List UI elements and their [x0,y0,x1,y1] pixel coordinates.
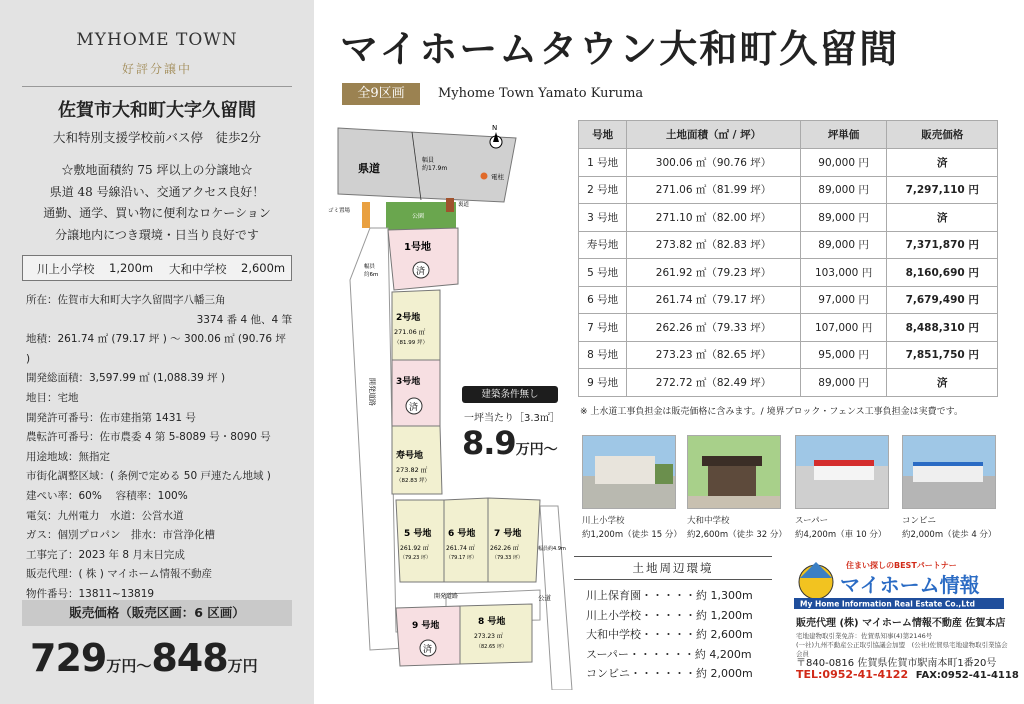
school-name: 川上小学校 [37,262,95,276]
desc-line: 通勤、通学、買い物に便利なロケーション [43,206,271,220]
col-header: 土地面積（㎡ / 坪） [627,121,800,149]
table-cell: 9 号地 [579,369,627,397]
schools-box [22,255,292,281]
yard-path [446,198,454,212]
info-line: 所在：佐賀市大和町大字久留間字八幡三角 [26,294,226,306]
tsubo-price [462,424,558,462]
school-photo [582,435,676,509]
logo-text: マイホーム情報 [840,573,980,597]
table-cell: 7,297,110 円 [887,176,998,204]
photo-name: スーパー [795,516,829,526]
table-cell: 103,000 円 [800,259,887,287]
info-line: 電気：九州電力 水道：公営水道 [26,509,184,522]
pole-label: 電柱 [491,173,504,181]
tsubo-label: 一坪当たり［3.3㎡］ [464,413,560,424]
table-cell: 7,851,750 円 [887,341,998,369]
table-cell: 済 [887,149,998,177]
table-cell: 8,160,690 円 [887,259,998,287]
price-unit: 万円 [227,657,258,675]
lot-tsubo: （82.65 坪） [476,644,507,650]
table-cell: 262.26 ㎡（79.33 坪） [627,314,800,342]
info-line: 農転許可番号：佐市農委 4 第 5-8089 号・8090 号 [26,431,271,444]
school-name: 大和中学校 [169,262,227,276]
lot-3 [392,360,440,426]
table-cell: 89,000 円 [800,369,887,397]
table-row [579,204,998,232]
table-cell: 寿号地 [579,231,627,259]
lot-sold: 済 [423,645,433,655]
garbage-area [362,202,370,228]
lot-area: 271.06 ㎡ [394,328,426,336]
table-cell: 271.10 ㎡（82.00 坪） [627,204,800,232]
table-cell: 95,000 円 [800,341,887,369]
photo-caption [687,514,787,542]
lot-name: 9 号地 [412,621,440,631]
conv-photo [902,435,996,509]
width-value: 約17.9m [422,165,448,172]
desc-line: 県道 48 号線沿い、交通アクセス良好！ [49,184,265,199]
price-unit: 万円～ [106,657,152,675]
lot-area: 262.26 ㎡ [490,545,519,552]
lot-6 [444,498,488,582]
table-cell: 7,371,870 円 [887,231,998,259]
info-line: 建ぺい率：60% 容積率：100% [26,489,188,502]
table-cell: 3 号地 [579,204,627,232]
table-row [579,314,998,342]
info-line: 地目：宅地 [26,391,79,404]
table-row [579,231,998,259]
lot-name: 2号地 [396,313,421,323]
info-line: 開発総面積：3,597.99 ㎡ (1,088.39 坪 ) [26,372,226,385]
price-table [578,120,998,397]
table-cell: 8,488,310 円 [887,314,998,342]
tsubo-unit: 万円～ [515,442,558,458]
lot-1 [388,228,458,290]
company-logo [794,556,1004,610]
road-label: 県道 [358,162,380,175]
lot-2 [392,290,440,360]
lot-name: 3号地 [396,377,421,387]
table-cell: 5 号地 [579,259,627,287]
env-item: スーパー・・・・・・約 4,200m [586,647,752,661]
address: 佐賀市大和町大字久留間 [58,100,256,121]
lot-name: 7 号地 [494,529,522,539]
price-bar: 販売価格（販売区画：6 区画） [22,600,292,626]
jhs-photo [687,435,781,509]
photo-dist: 約2,600m（徒歩 32 分） [687,530,787,540]
dev-road-label: 開発道路 [368,378,376,406]
info-line: 用途地域：無指定 [26,450,110,463]
table-cell: 7 号地 [579,314,627,342]
table-row [579,259,998,287]
photo-name: 川上小学校 [582,516,625,526]
env-title: 土地周辺環境 [574,556,772,580]
width-value: 約6m [364,272,379,278]
table-cell: 7,679,490 円 [887,286,998,314]
conditions-badge: 建築条件無し [462,386,558,403]
table-cell: 1 号地 [579,149,627,177]
table-cell: 6 号地 [579,286,627,314]
bus-info: 大和特別支援学校前バス停 徒歩2分 [53,130,261,145]
price-range [30,636,258,680]
table-cell: 273.82 ㎡（82.83 坪） [627,231,800,259]
table-cell: 90,000 円 [800,149,887,177]
width-label: 幅員 [364,264,376,270]
agency-line: 販売代理 (株) マイホーム情報不動産 佐賀本店 [796,618,1006,629]
table-row [579,286,998,314]
license-line: 宅地建物取引業免許：佐賀県知事(4)第2146号 [796,632,933,640]
lot-tsubo: （79.33 坪） [492,555,523,561]
photo-caption [902,514,996,542]
lot-area: 261.74 ㎡ [446,545,475,552]
col-header: 坪単価 [800,121,887,149]
table-cell: 97,000 円 [800,286,887,314]
lot-area: 273.82 ㎡ [396,466,428,474]
left-panel [0,0,314,704]
table-cell: 261.92 ㎡（79.23 坪） [627,259,800,287]
width-value: 幅員約4.9m [538,546,566,552]
env-item: コンビニ・・・・・・約 2,000m [586,667,753,680]
info-line: 開発許可番号：佐市建指第 1431 号 [26,411,196,424]
table-row [579,369,998,397]
lot-name: 寿号地 [396,451,424,461]
dev-road-label: 開発道路 [434,593,459,600]
col-header: 販売価格 [887,121,998,149]
desc-line: ☆敷地面積約 75 坪以上の分譲地☆ [61,163,253,177]
park-label: 公園 [412,213,425,220]
logo-tagline: 住まい探しのBESTパートナー [846,561,957,570]
lot-count-badge: 全9区画 [342,83,420,105]
price-to: 848 [151,636,228,680]
contact [796,668,1019,681]
fax: FAX:0952-41-4118 [915,670,1019,681]
lot-name: 5 号地 [404,529,432,539]
table-cell: 8 号地 [579,341,627,369]
table-row [579,149,998,177]
surroundings [574,556,774,684]
width-label: 幅員 [422,157,435,164]
lot-name: 6 号地 [448,529,476,539]
table-cell: 89,000 円 [800,204,887,232]
price-from: 729 [30,636,107,680]
school-dist: 1,200m [109,261,154,275]
info-line: 工事完了：2023 年 8 月末日完成 [26,548,185,561]
info-line: 市街化調整区域：( 条例で定める 50 戸連たん地域 ) [26,470,271,483]
table-cell: 261.74 ㎡（79.17 坪） [627,286,800,314]
info-line: 3374 番 4 他、4 筆 [196,313,292,326]
photo-caption [795,514,886,542]
table-cell: 済 [887,369,998,397]
lot-tsubo: （82.83 坪） [396,478,430,484]
subtitle: Myhome Town Yamato Kuruma [438,86,644,101]
lot-7 [488,498,540,582]
lot-name: 8 号地 [478,617,506,627]
north-label: N [492,124,498,132]
tel[interactable]: TEL:0952-41-4122 [796,668,909,681]
lot-5 [396,500,444,582]
photo-dist: 約2,000m（徒歩 4 分） [902,530,997,540]
company-address: 〒840-0816 佐賀県佐賀市駅南本町1番20号 [796,658,997,669]
description [0,160,314,246]
info-line: 物件番号：13811~13819 [26,587,155,600]
photo-dist: 約4,200m（車 10 分） [795,530,887,540]
table-cell: 271.06 ㎡（81.99 坪） [627,176,800,204]
table-note: ※ 上水道工事負担金は販売価格に含みます。/ 境界ブロック・フェンス工事負担金は実費です。 [580,407,963,417]
public-road-label: 公道 [538,594,551,602]
table-cell: 273.23 ㎡（82.65 坪） [627,341,800,369]
north-arrow-icon [490,132,502,148]
table-row [579,341,998,369]
env-item: 大和中学校・・・・・約 2,600m [586,628,753,641]
divider [22,86,292,87]
table-row [579,176,998,204]
lot-area: 273.23 ㎡ [474,633,503,640]
table-cell: 89,000 円 [800,176,887,204]
lot-sold: 済 [409,403,419,413]
table-cell: 107,000 円 [800,314,887,342]
garbage-label: ゴミ置場 [328,208,351,214]
lot-area: 261.92 ㎡ [400,545,429,552]
table-cell: 272.72 ㎡（82.49 坪） [627,369,800,397]
info-line: 販売代理：( 株 ) マイホーム情報不動産 [26,568,212,581]
school-dist: 2,600m [241,261,286,275]
page-title: マイホームタウン大和町久留間 [340,26,900,71]
lot-sold: 済 [416,267,426,277]
brand: MYHOME TOWN [76,30,238,50]
photo-dist: 約1,200m（徒歩 15 分） [582,530,682,540]
yard-label: 裏道 [458,202,470,208]
table-cell: 2 号地 [579,176,627,204]
info-line: 地積：261.74 ㎡ (79.17 坪 ) ～ 300.06 ㎡ (90.76 坪 ) [26,333,286,365]
info-line: ガス：個別プロパン 排水：市営浄化槽 [26,529,215,542]
property-info [26,291,292,605]
photo-name: コンビニ [902,516,937,526]
env-item: 川上保育園・・・・・約 1,300m [586,589,753,602]
lot-tsubo: （79.17 坪） [446,555,477,561]
pole-icon [481,173,488,180]
col-header: 号地 [579,121,627,149]
lot-tsubo: （79.23 坪） [400,555,431,561]
table-cell: 300.06 ㎡（90.76 坪） [627,149,800,177]
logo-en: My Home Information Real Estate Co.,Ltd [800,599,975,609]
brand-sub: 好評分譲中 [121,62,192,76]
lot-9 [396,606,460,666]
lot-name: 1号地 [404,242,431,253]
super-photo [795,435,889,509]
table-cell: 済 [887,204,998,232]
photo-name: 大和中学校 [687,516,730,526]
photo-caption [582,514,682,542]
table-cell: 89,000 円 [800,231,887,259]
desc-line: 分譲地内につき環境・日当り良好です [55,227,259,242]
lot-tsubo: （81.99 坪） [394,340,428,346]
license-line: (一社)九州不動産公正取引協議会加盟 (公社)佐賀県宅地建物取引業協会会員 [796,641,1008,658]
env-item: 川上小学校・・・・・約 1,200m [586,608,753,622]
tsubo-value: 8.9 [462,424,516,462]
